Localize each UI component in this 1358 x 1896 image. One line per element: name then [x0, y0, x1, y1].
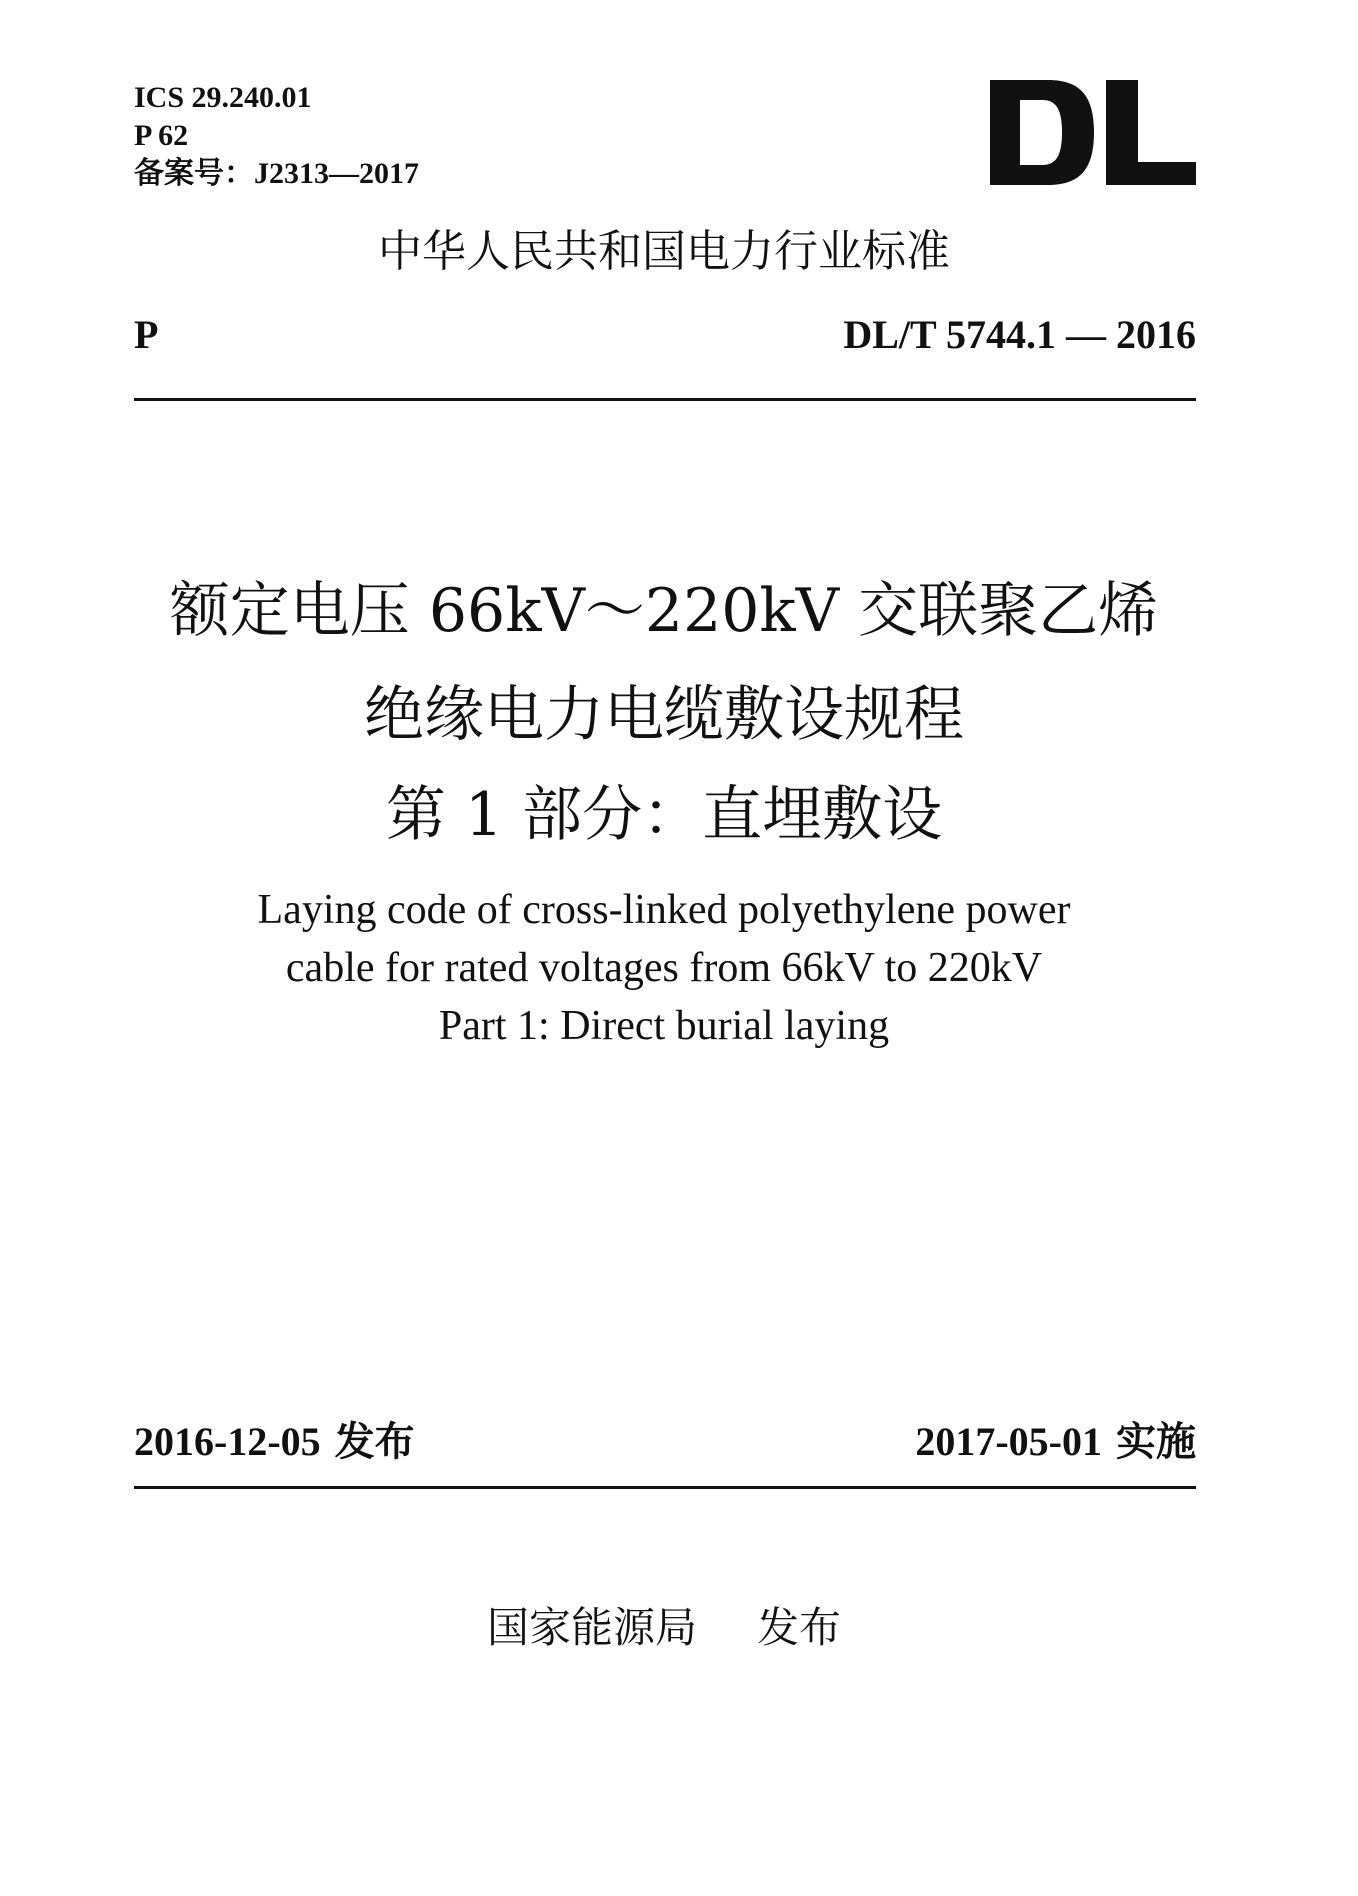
- title-cn-line2: 绝缘电力电缆敷设规程: [364, 680, 964, 750]
- issue-label: 发布: [334, 1419, 415, 1465]
- standard-category: P: [134, 312, 159, 357]
- title-cn-line3: 第 1 部分：直埋敷设: [385, 780, 943, 850]
- publisher-name: 国家能源局: [486, 1603, 697, 1652]
- issuer-title: 中华人民共和国电力行业标准: [378, 226, 950, 277]
- title-cn-line1: 额定电压 66kV～220kV 交联聚乙烯: [169, 576, 1159, 646]
- ics-code: ICS 29.240.01: [134, 81, 312, 114]
- title-en-line1: Laying code of cross-linked polyethylene power: [257, 887, 1071, 933]
- divider-top: [134, 398, 1196, 401]
- implement-date: 2017-05-01: [915, 1419, 1102, 1464]
- record-number: 备案号：J2313—2017: [134, 157, 419, 190]
- divider-bottom: [134, 1486, 1196, 1489]
- category-code: P 62: [134, 119, 189, 152]
- title-en-line2: cable for rated voltages from 66kV to 220kV: [285, 945, 1043, 991]
- implement-date-block: [915, 1416, 1196, 1468]
- publisher-action: 发布: [757, 1603, 842, 1652]
- issue-date-block: [134, 1416, 415, 1468]
- dl-logo-icon: [990, 80, 1196, 185]
- publisher-line: [0, 1600, 1358, 1656]
- issue-date: 2016-12-05: [134, 1419, 321, 1464]
- implement-label: 实施: [1116, 1419, 1196, 1465]
- title-en-line3: Part 1: Direct burial laying: [438, 1003, 890, 1049]
- standard-number: DL/T 5744.1 — 2016: [843, 312, 1196, 357]
